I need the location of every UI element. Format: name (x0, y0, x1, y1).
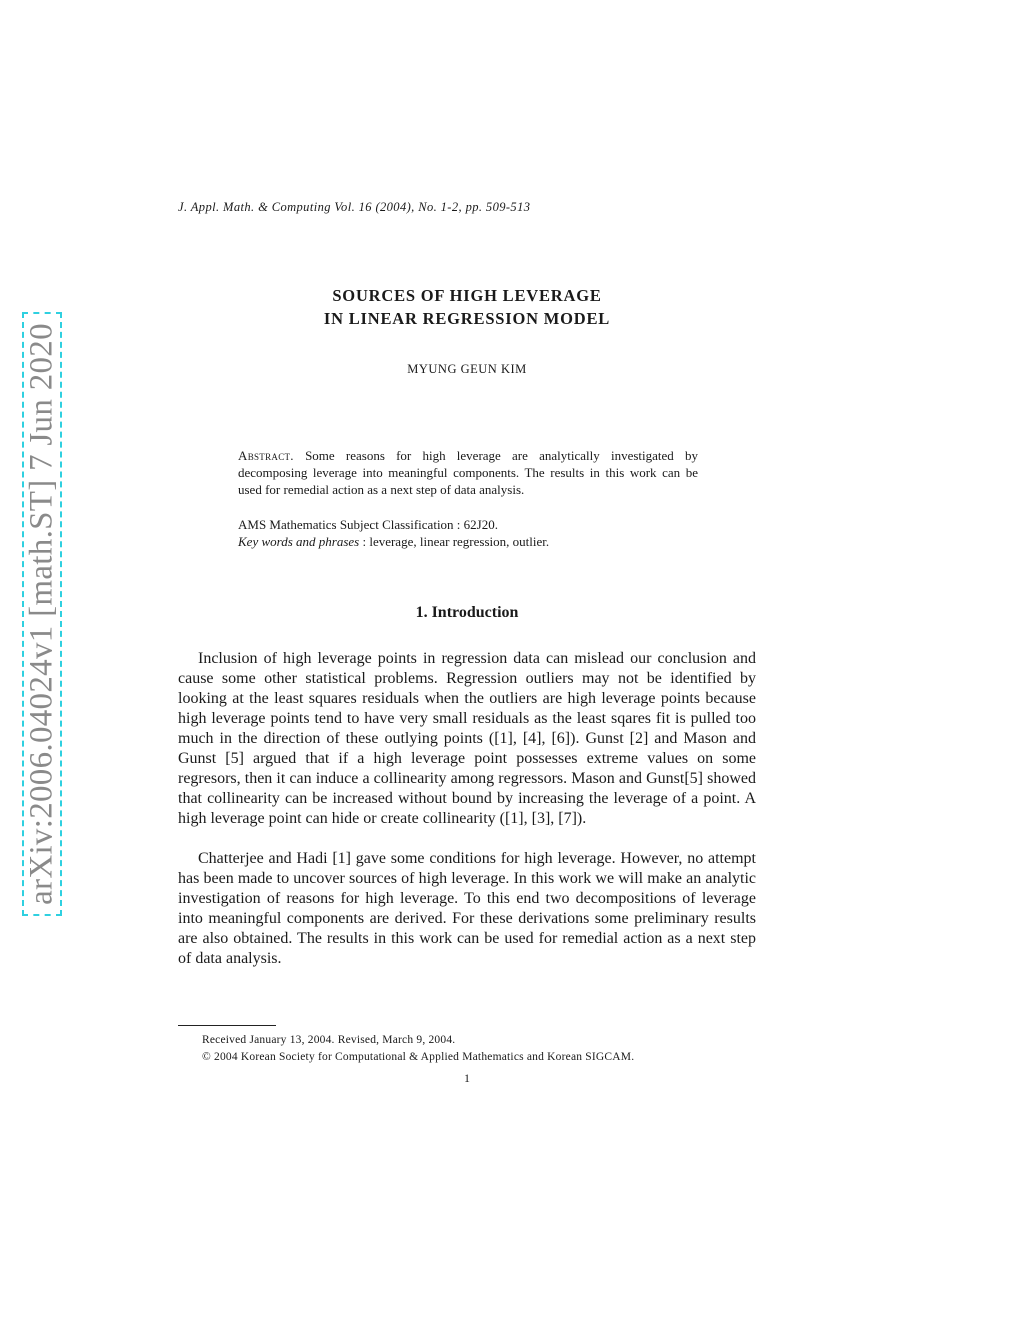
abstract (238, 447, 698, 498)
intro-paragraph-2: Chatterjee and Hadi [1] gave some conditions for high leverage. However, no attempt has been made to uncover sources of high leverage. In this work we will make an analytic investigation of reasons for high leverage. To this end two decompositions of leverage into meaningful components are derived. For these derivations some preliminary results are also obtained. The results in this work can be used for remedial action as a next step of data analysis. (178, 850, 756, 967)
keywords (238, 533, 698, 550)
page-number: 1 (464, 1071, 470, 1085)
arxiv-identifier: arXiv:2006.04024v1 [math.ST] 7 Jun 2020 (23, 323, 60, 905)
received-dates: Received January 13, 2004. Revised, March 9, 2004. (202, 1034, 456, 1046)
abstract-label: Abstract. (238, 448, 294, 463)
title-line-2: IN LINEAR REGRESSION MODEL (323, 309, 611, 328)
subject-classification: AMS Mathematics Subject Classification : 62J20. (238, 517, 498, 532)
keywords-label: Key words and phrases (238, 534, 360, 549)
footnote-rule (178, 1025, 276, 1026)
title-line-1: SOURCES OF HIGH LEVERAGE (332, 286, 602, 305)
abstract-text: Some reasons for high leverage are analytically investigated by decomposing leverage into meaningful components. The results in this work can be used for remedial action as a next step of data analysis. (238, 448, 699, 497)
intro-paragraph-1: Inclusion of high leverage points in regression data can mislead our conclusion and cause some other statistical problems. Regression outliers may not be identified by looking at the least squares residuals when the outliers are high leverage points because high leverage points tend to have very small residuals as the least sqares fit is pulled too much in the direction of these outlying points ([1], [4], [6]). Gunst [2] and Mason and Gunst [5] argued that if a high leverage point possesses extreme values on some regresors, then it can induce a collinearity among regressors. Mason and Gunst[5] showed that collinearity can be increased without bound by increasing the leverage of a point. A high leverage point can hide or create collinearity ([1], [3], [7]). (178, 650, 756, 827)
keywords-text: : leverage, linear regression, outlier. (359, 534, 550, 549)
author-name: MYUNG GEUN KIM (407, 362, 527, 376)
section-heading: 1. Introduction (415, 604, 519, 621)
journal-citation: J. Appl. Math. & Computing Vol. 16 (2004), No. 1-2, pp. 509-513 (178, 200, 531, 214)
copyright-notice: © 2004 Korean Society for Computational & Applied Mathematics and Korean SIGCAM. (202, 1051, 635, 1063)
